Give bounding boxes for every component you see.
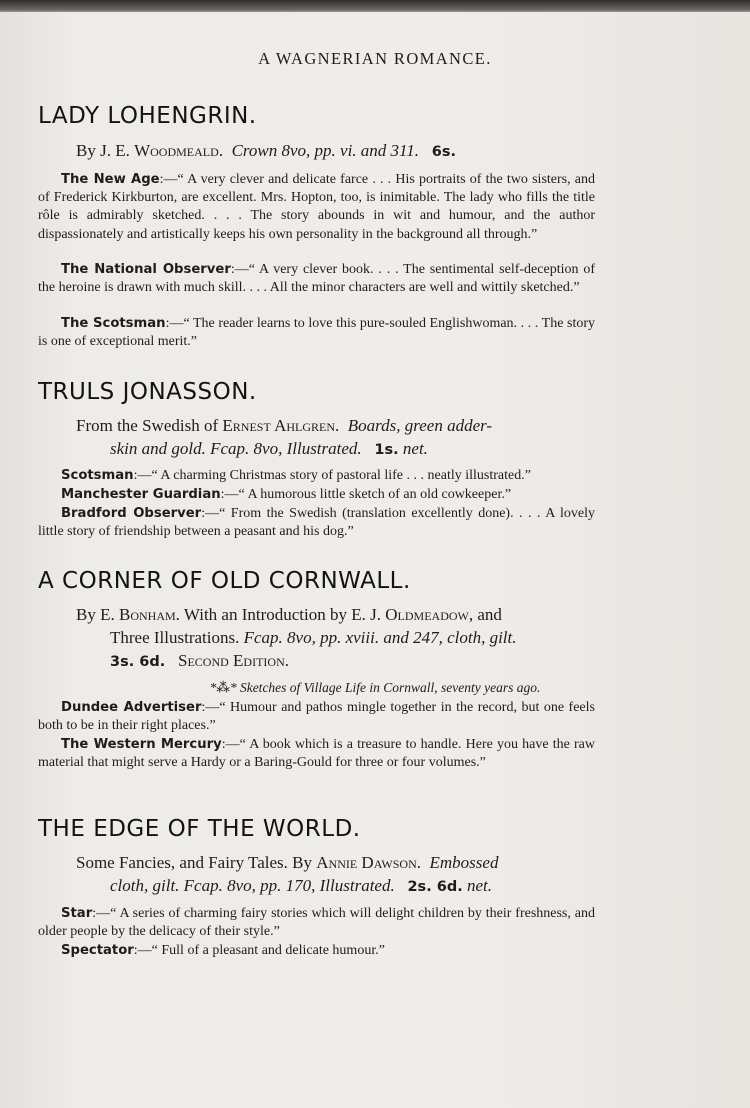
review-source: Scotsman (61, 468, 134, 483)
review-source: Star (61, 906, 93, 921)
publication-line: Some Fancies, and Fairy Tales. By Annie Dawson. Embossed (76, 853, 499, 872)
price: 6s. (431, 144, 457, 160)
running-head: A WAGNERIAN ROMANCE. (258, 49, 492, 68)
publication-line: cloth, gilt. Fcap. 8vo, pp. 170, Illustrated. 2s. 6d. net. (110, 876, 493, 895)
book-title: LADY LOHENGRIN. (38, 103, 257, 129)
book-title: A CORNER OF OLD CORNWALL. (38, 568, 411, 594)
book-note: *⁂* Sketches of Village Life in Cornwall, seventy years ago. (209, 680, 541, 695)
price: 1s. (374, 442, 399, 458)
price: 3s. 6d. (110, 654, 166, 670)
publication-line: skin and gold. Fcap. 8vo, Illustrated. 1s. net. (110, 439, 428, 458)
review: Dundee Advertiser:—“ Humour and pathos mingle together in the record, but one feels both to be in their right places.” (38, 700, 595, 734)
review-source: Manchester Guardian (61, 487, 221, 502)
publication-line: From the Swedish of Ernest Ahlgren. Boards, green adder- (76, 416, 493, 435)
publication-line: By E. Bonham. With an Introduction by E. J. Oldmeadow, and (76, 605, 502, 624)
review: The Western Mercury:—“ A book which is a treasure to handle. Here you have the raw material that might serve a Hardy or a Baring-Gould for three or four volumes.” (38, 737, 595, 771)
book-title: TRULS JONASSON. (38, 379, 257, 405)
book-title: THE EDGE OF THE WORLD. (38, 816, 361, 842)
review-source: The New Age (61, 172, 160, 187)
review: Star:—“ A series of charming fairy stories which will delight children by their freshness, and older people by the delicacy of their style.” (38, 906, 595, 940)
review: Spectator:—“ Full of a pleasant and delicate humour.” (61, 943, 385, 958)
publication-line: Three Illustrations. Fcap. 8vo, pp. xviii. and 247, cloth, gilt. (110, 628, 517, 647)
review: Bradford Observer:—“ From the Swedish (translation excellently done). . . . A lovely little story of friendship between a peasant and his dog.” (38, 506, 596, 540)
publication-line: By J. E. Woodmeald. Crown 8vo, pp. vi. and 311. 6s. (76, 141, 457, 160)
review-source: The Western Mercury (61, 737, 222, 752)
review: Manchester Guardian:—“ A humorous little sketch of an old cowkeeper.” (61, 487, 512, 502)
review: The Scotsman:—“ The reader learns to love this pure-souled Englishwoman. . . . The story is one of exceptional merit.” (38, 316, 595, 350)
review-source: The National Observer (61, 262, 231, 277)
review-source: Bradford Observer (61, 506, 202, 521)
review-source: Spectator (61, 943, 134, 958)
review: The New Age:—“ A very clever and delicate farce . . . His portraits of the two sisters, and of Frederick Kirkburton, are excellent. Mrs. Hopton, too, is inimitable. The lady who fills the title rôle is admirably sketched. . . . The story abounds in wit and humour, and the author dispassionately and artistically keeps his own personality in the background all through.” (38, 172, 595, 242)
review-source: Dundee Advertiser (61, 700, 202, 715)
publication-line: 3s. 6d. Second Edition. (110, 651, 290, 670)
price: 2s. 6d. (407, 879, 463, 895)
review: The National Observer:—“ A very clever book. . . . The sentimental self-deception of the heroine is drawn with much skill. . . . All the minor characters are well and wittily sketched.” (38, 262, 595, 296)
review: Scotsman:—“ A charming Christmas story of pastoral life . . . neatly illustrated.” (61, 468, 531, 483)
review-source: The Scotsman (61, 316, 166, 331)
